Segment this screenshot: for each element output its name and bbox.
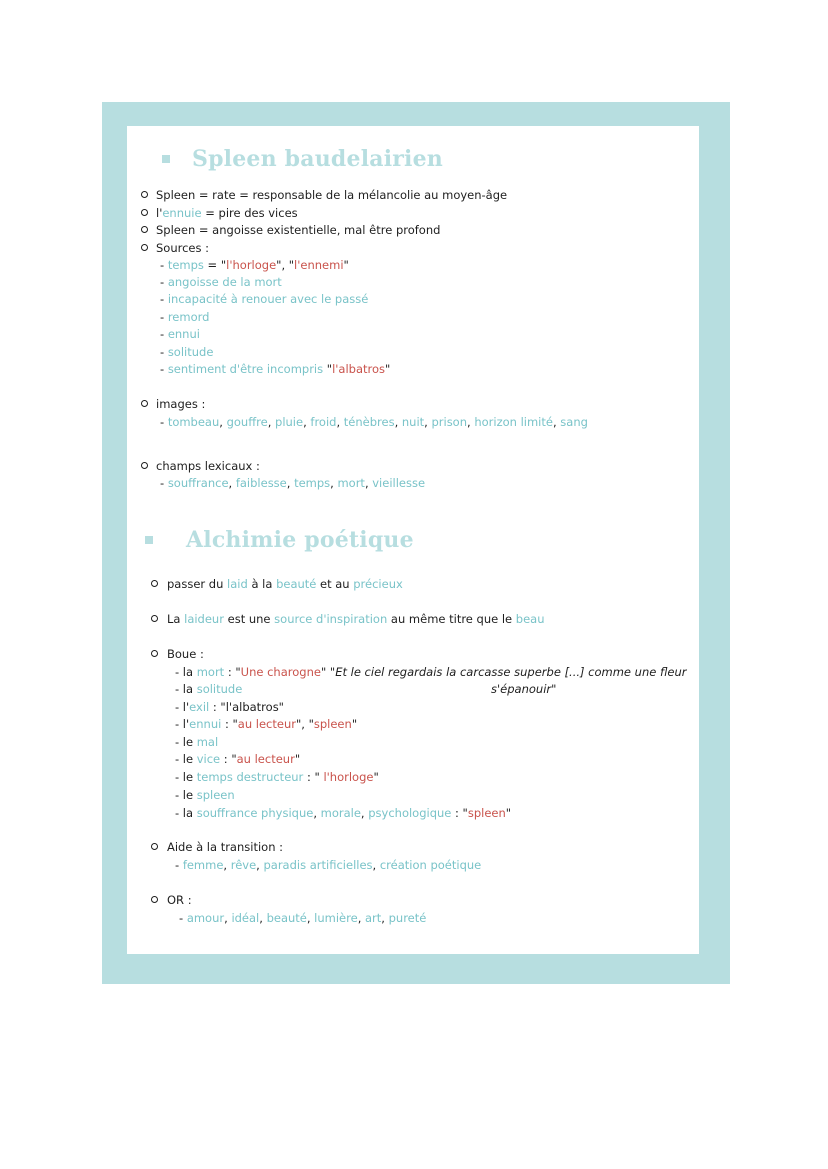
or-label: OR : bbox=[167, 893, 192, 907]
list-bullet bbox=[141, 191, 148, 198]
source-remord: - remord bbox=[160, 310, 210, 324]
section-title-alchimie: Alchimie poétique bbox=[186, 527, 414, 553]
list-bullet bbox=[151, 650, 158, 657]
source-ennui: - ennui bbox=[160, 327, 200, 341]
boue-vice: - le vice : "au lecteur" bbox=[175, 752, 301, 766]
source-sentiment: - sentiment d'être incompris "l'albatros" bbox=[160, 362, 391, 376]
definition-angoisse: Spleen = angoisse existentielle, mal être profond bbox=[156, 223, 441, 237]
boue-mal: - le mal bbox=[175, 735, 219, 749]
images-label: images : bbox=[156, 397, 206, 411]
boue-mort: - la mort : "Une charogne" "Et le ciel regardais la carcasse superbe [...] comme une fleur bbox=[175, 665, 687, 679]
heading-bullet bbox=[162, 155, 170, 163]
definition-spleen-rate: Spleen = rate = responsable de la mélancolie au moyen-âge bbox=[156, 188, 508, 202]
boue-souffrance: - la souffrance physique, morale, psychologique : "spleen" bbox=[175, 806, 512, 820]
champs-label: champs lexicaux : bbox=[156, 459, 260, 473]
list-bullet bbox=[151, 615, 158, 622]
list-bullet bbox=[141, 209, 148, 216]
list-bullet bbox=[151, 896, 158, 903]
source-angoisse: - angoisse de la mort bbox=[160, 275, 282, 289]
list-bullet bbox=[151, 580, 158, 587]
section-title-spleen: Spleen baudelairien bbox=[192, 146, 443, 172]
definition-ennui: l'ennuie = pire des vices bbox=[156, 206, 298, 220]
or-list: - amour, idéal, beauté, lumière, art, pureté bbox=[179, 911, 427, 925]
source-incapacite: - incapacité à renouer avec le passé bbox=[160, 292, 369, 306]
source-temps: - temps = "l'horloge", "l'ennemi" bbox=[160, 258, 349, 272]
aide-label: Aide à la transition : bbox=[167, 840, 284, 854]
images-list: - tombeau, gouffre, pluie, froid, ténèbres, nuit, prison, horizon limité, sang bbox=[160, 415, 588, 429]
boue-label: Boue : bbox=[167, 647, 204, 661]
source-solitude: - solitude bbox=[160, 345, 214, 359]
list-bullet bbox=[141, 244, 148, 251]
sources-label: Sources : bbox=[156, 241, 210, 255]
boue-mort-quote-end: s'épanouir" bbox=[491, 682, 557, 696]
boue-solitude: - la solitude bbox=[175, 682, 243, 696]
alchimie-passer: passer du laid à la beauté et au précieux bbox=[167, 577, 403, 591]
list-bullet bbox=[141, 400, 148, 407]
champs-list: - souffrance, faiblesse, temps, mort, vieillesse bbox=[160, 476, 426, 490]
alchimie-laideur: La laideur est une source d'inspiration au même titre que le beau bbox=[167, 612, 545, 626]
boue-exil: - l'exil : "l'albatros" bbox=[175, 700, 284, 714]
boue-temps: - le temps destructeur : " l'horloge" bbox=[175, 770, 379, 784]
list-bullet bbox=[141, 462, 148, 469]
list-bullet bbox=[151, 843, 158, 850]
boue-ennui: - l'ennui : "au lecteur", "spleen" bbox=[175, 717, 358, 731]
boue-spleen: - le spleen bbox=[175, 788, 235, 802]
aide-list: - femme, rêve, paradis artificielles, création poétique bbox=[175, 858, 482, 872]
heading-bullet bbox=[145, 536, 153, 544]
list-bullet bbox=[141, 226, 148, 233]
